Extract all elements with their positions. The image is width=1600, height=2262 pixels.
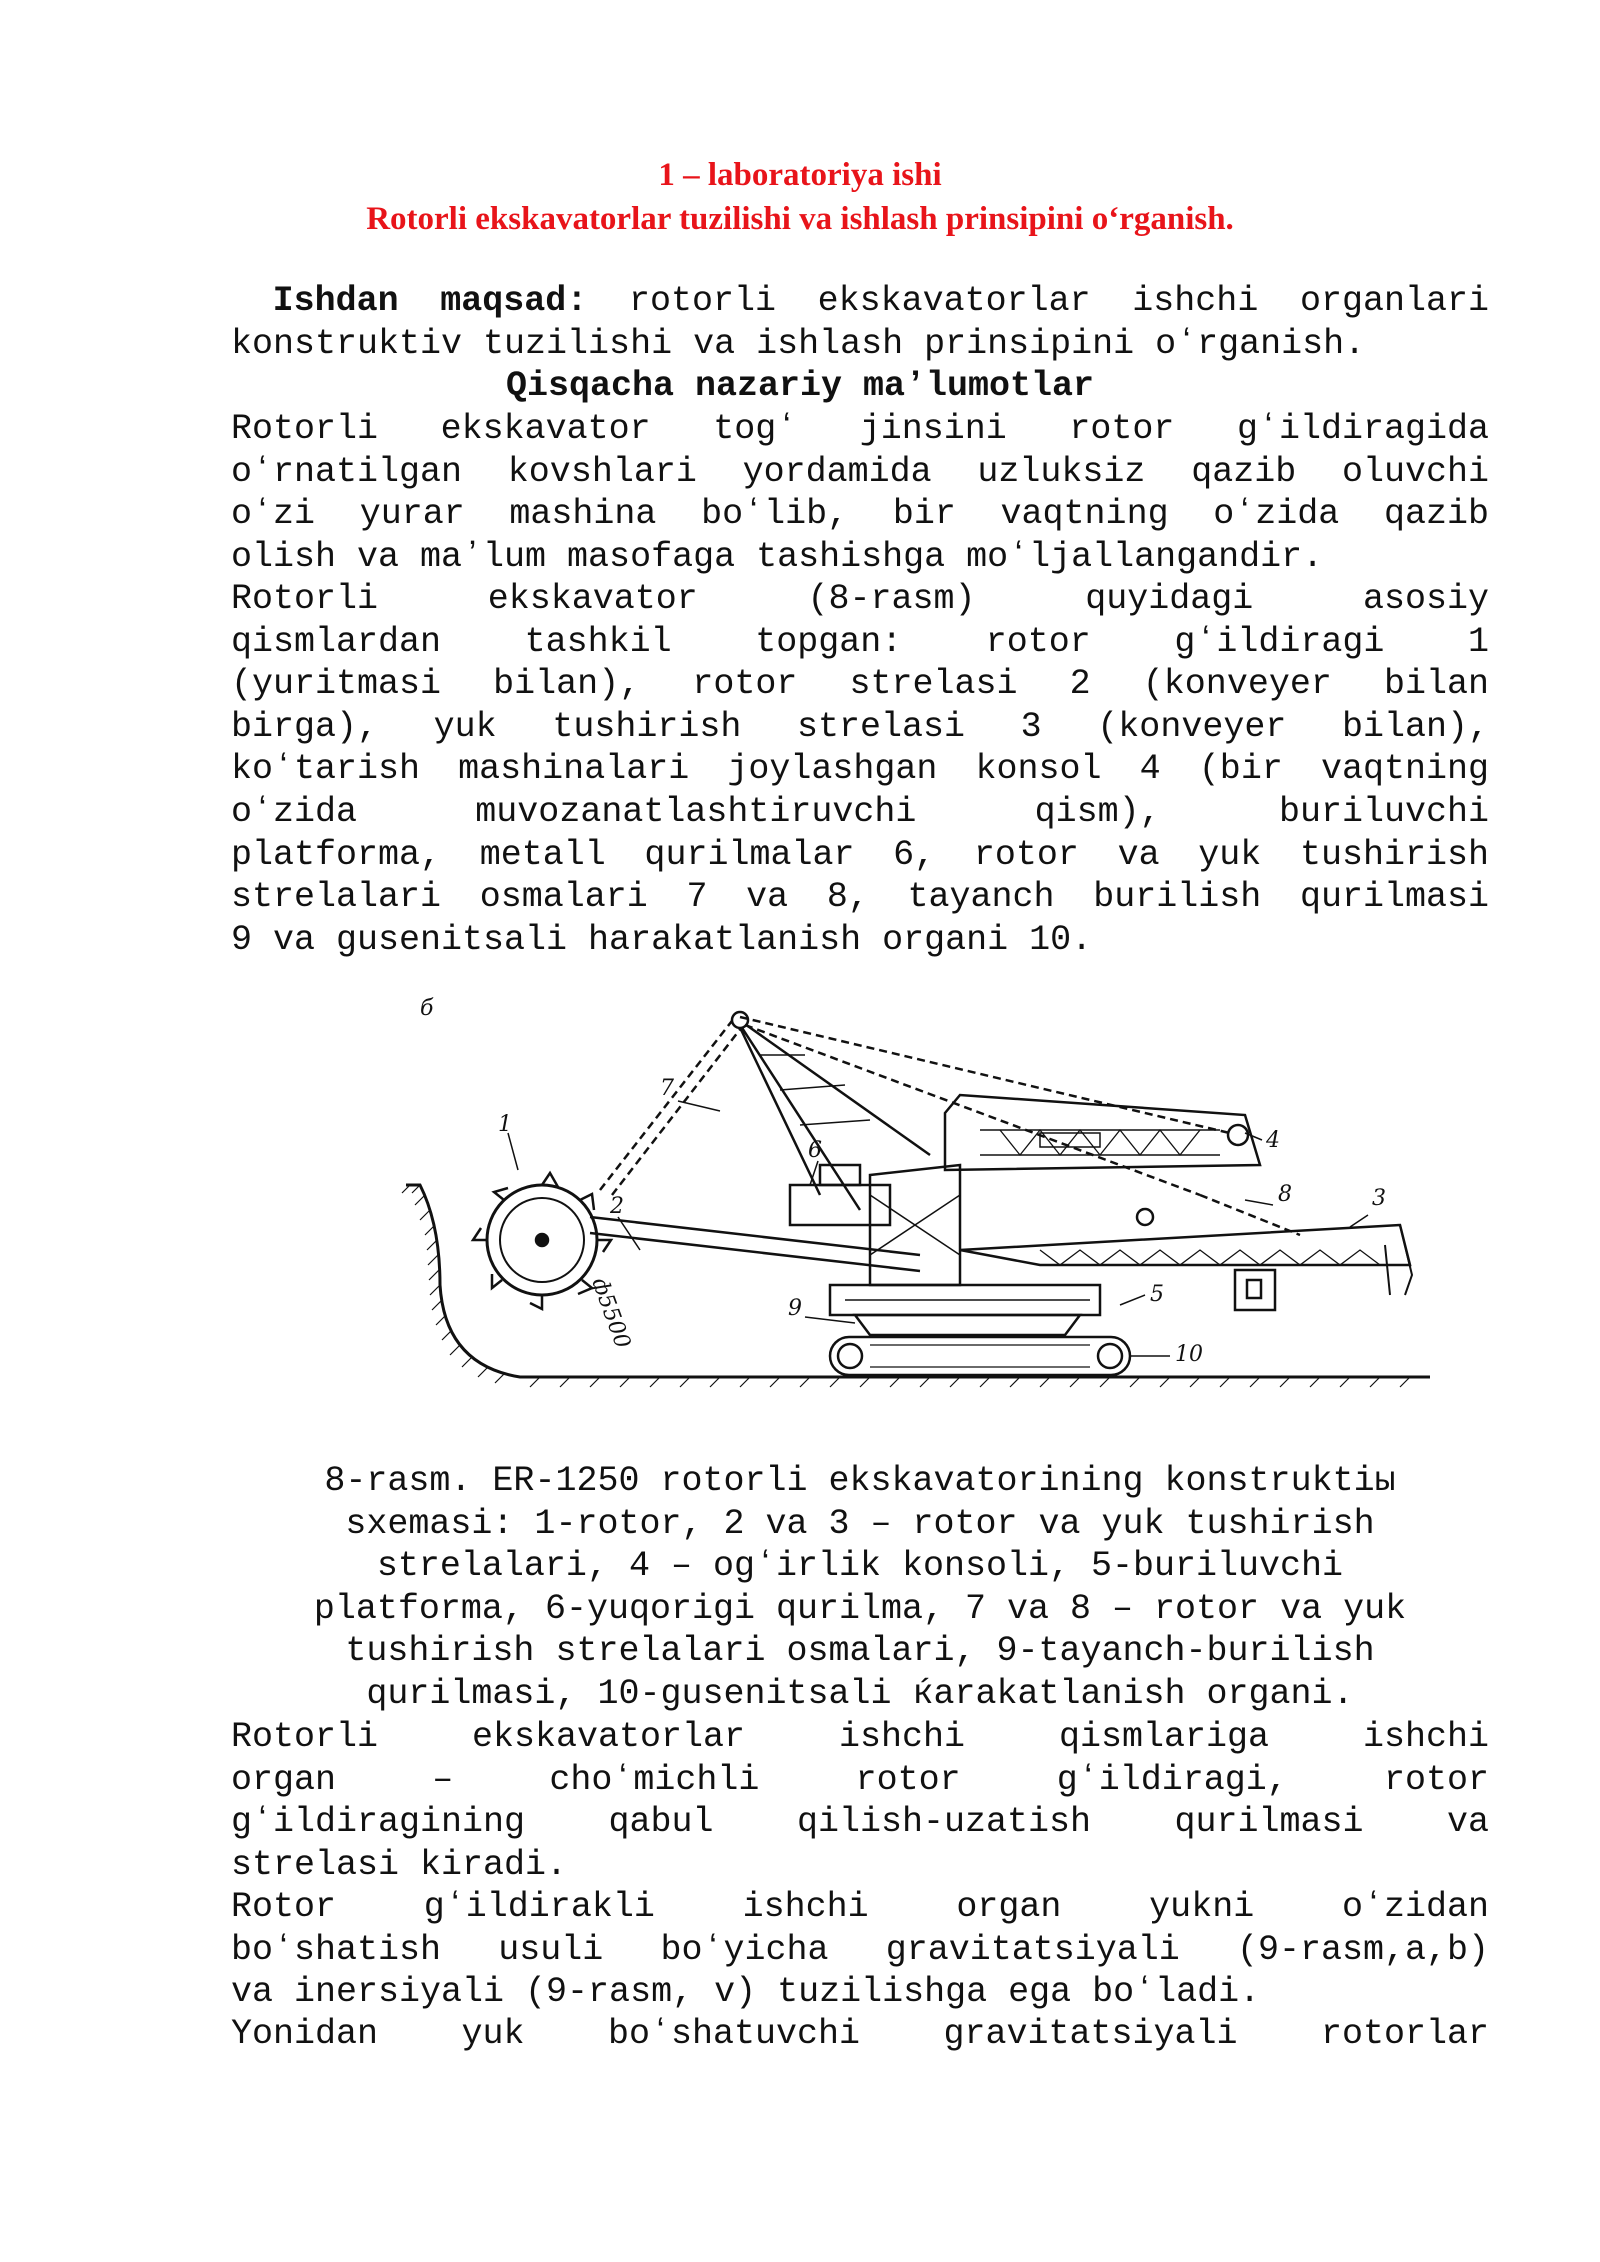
part-label: 4	[1266, 1128, 1280, 1153]
figure-labels	[420, 996, 1386, 1367]
part-label: 9	[788, 1296, 802, 1321]
caption-line: strelalari, 4 – ogʻirlik konsoli, 5-buriluvchi	[376, 1546, 1344, 1587]
caption-line: sxemasi: 1-rotor, 2 va 3 – rotor va yuk tushirish	[345, 1503, 1375, 1544]
lab-subtitle: Rotorli ekskavatorlar tuzilishi va ishlash prinsipini oʻrganish.	[366, 201, 1234, 237]
text-line: Yonidan yuk boʻshatuvchi gravitatsiyali rotorlar	[231, 2014, 1489, 2054]
part-label: 10	[1175, 1342, 1203, 1367]
paragraph-discharge-types	[231, 1886, 1489, 2014]
part-label: 2	[610, 1194, 624, 1219]
text-line: birga), yuk tushirish strelasi 3 (konveyer bilan),	[231, 706, 1489, 747]
paragraph-components	[231, 578, 1489, 961]
part-label: 3	[1372, 1186, 1386, 1211]
discharge-boom	[960, 1225, 1410, 1265]
ground-line	[406, 1185, 1430, 1377]
text-line: Rotor gʻildirakli ishchi organ yukni oʻzidan	[231, 1887, 1489, 1927]
text-line: Rotorli ekskavator togʻ jinsini rotor gʻildiragida	[231, 409, 1489, 449]
text-line: qismlardan tashkil topgan: rotor gʻildiragi 1	[231, 621, 1489, 662]
aim-text: rotorli ekskavatorlar ishchi organlari	[587, 281, 1489, 321]
part-label: 7	[660, 1076, 674, 1101]
operator-cabin	[790, 1185, 890, 1225]
text-line: boʻshatish usuli boʻyicha gravitatsiyali (9-rasm,a,b)	[231, 1929, 1489, 1970]
caption-line: 8-rasm. ER-1250 rotorli ekskavatorining konstruktiы	[324, 1461, 1396, 1501]
excavator-diagram	[400, 995, 1430, 1415]
text-line: va inersiyali (9-rasm, v) tuzilishga ega boʻladi.	[231, 1972, 1261, 2013]
text-line: Rotorli ekskavatorlar ishchi qismlariga ishchi	[231, 1717, 1489, 1757]
part-label: 8	[1278, 1182, 1292, 1207]
rotor-boom-suspension	[600, 1017, 745, 1195]
caption-line: qurilmasi, 10-gusenitsali ќarakatlanish organi.	[366, 1673, 1354, 1714]
paragraph-intro	[231, 408, 1489, 578]
paragraph-gravitational-rotors	[231, 2013, 1489, 2056]
text-line: Rotorli ekskavator (8-rasm) quyidagi asosiy	[231, 579, 1489, 619]
mast	[735, 1017, 930, 1210]
text-line: oʻrnatilgan kovshlari yordamida uzluksiz qazib oluvchi	[231, 451, 1489, 492]
figure-caption	[231, 1460, 1489, 1716]
diameter-label: ф5500	[586, 1274, 635, 1352]
text-line: 9 va gusenitsali harakatlanish organi 10.	[231, 919, 1093, 960]
part-label: 1	[498, 1112, 512, 1137]
caption-line: platforma, 6-yuqorigi qurilma, 7 va 8 – rotor va yuk	[313, 1588, 1407, 1629]
section-heading: Qisqacha nazariy maʼlumotlar	[505, 366, 1095, 406]
lab-title: 1 – laboratoriya ishi	[658, 157, 942, 193]
aim-paragraph	[231, 280, 1489, 365]
text-line: strelasi kiradi.	[231, 1844, 568, 1885]
part-label: 5	[1150, 1282, 1164, 1307]
text-line: strelalari osmalari 7 va 8, tayanch burilish qurilmasi	[231, 877, 1489, 918]
figure-corner-mark: б	[420, 996, 434, 1021]
text-line: oʻzi yurar mashina boʻlib, bir vaqtning oʻzida qazib	[231, 494, 1489, 535]
aim-label: Ishdan maqsad:	[272, 281, 588, 321]
text-line: oʻzida muvozanatlashtiruvchi qism), buriluvchi	[231, 791, 1489, 832]
text-line: organ – choʻmichli rotor gʻildiragi, rotor	[231, 1759, 1489, 1800]
text-line: platforma, metall qurilmalar 6, rotor va yuk tushirish	[231, 834, 1489, 875]
text-line: (yuritmasi bilan), rotor strelasi 2 (konveyer bilan	[231, 664, 1489, 705]
paragraph-working-parts	[231, 1716, 1489, 1886]
aim-text-line2: konstruktiv tuzilishi va ishlash prinsipini oʻrganish.	[231, 323, 1366, 364]
part-label: 6	[808, 1138, 822, 1163]
caption-line: tushirish strelalari osmalari, 9-tayanch-burilish	[345, 1631, 1375, 1672]
text-line: gʻildiragining qabul qilish-uzatish qurilmasi va	[231, 1802, 1489, 1843]
crawler-track-icon	[830, 1337, 1130, 1375]
text-line: koʻtarish mashinalari joylashgan konsol 4 (bir vaqtning	[231, 749, 1489, 790]
text-line: olish va maʼlum masofaga tashishga moʻljallangandir.	[231, 536, 1324, 577]
